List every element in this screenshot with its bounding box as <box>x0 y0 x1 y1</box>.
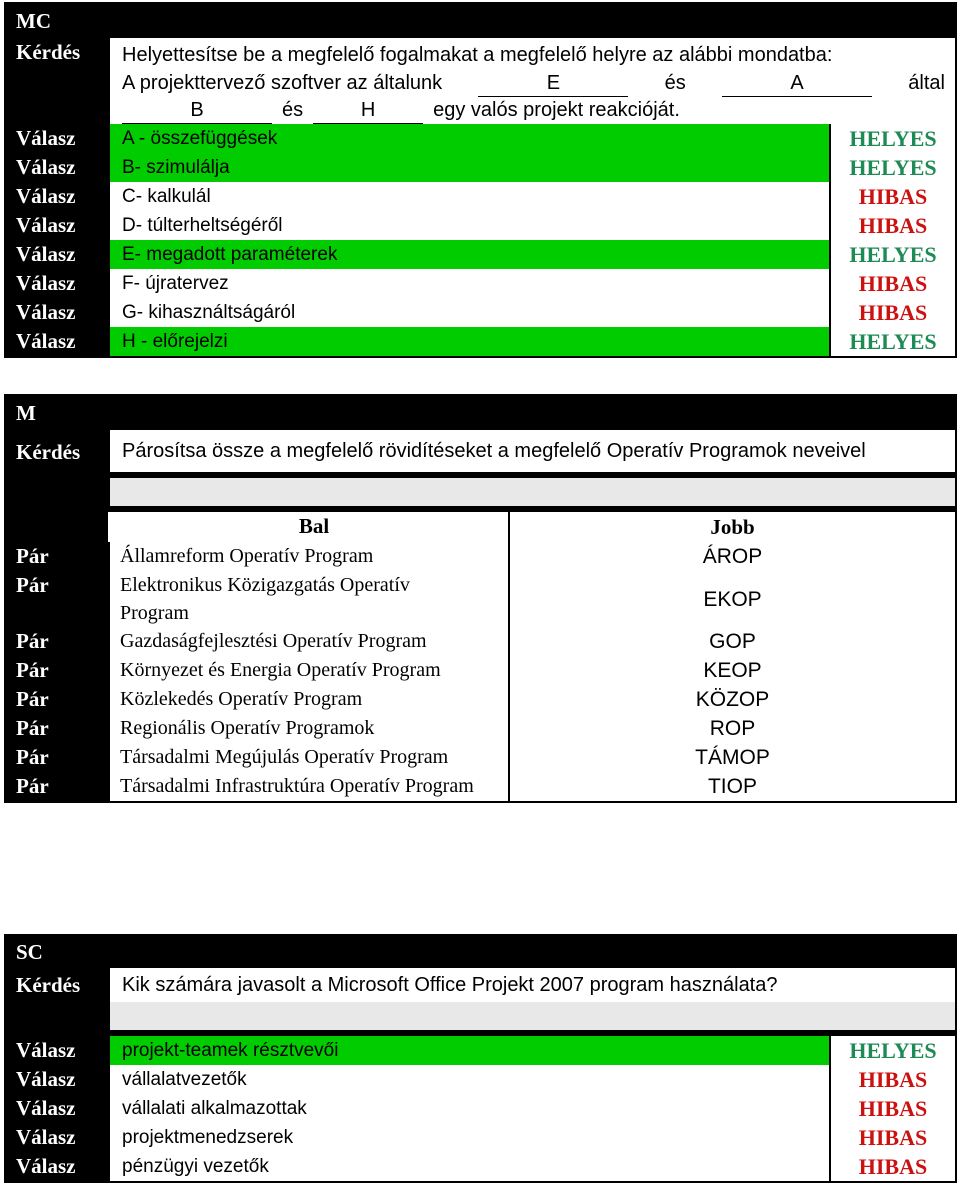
answer-text: G- kihasználtságáról <box>110 298 829 327</box>
answer-label: Válasz <box>16 1038 76 1062</box>
pair-right: KÖZOP <box>695 688 770 711</box>
pair-label: Pár <box>16 658 49 682</box>
blank-3: B <box>122 97 272 124</box>
pair-row[interactable] <box>6 542 955 571</box>
answer-label: Válasz <box>16 242 76 266</box>
answer-status: HELYES <box>831 124 955 153</box>
sc-answer-row[interactable] <box>6 1065 955 1094</box>
pair-left: Társadalmi Megújulás Operatív Program <box>110 743 510 772</box>
answer-label: Válasz <box>16 155 76 179</box>
answer-status: HIBAS <box>831 1152 955 1181</box>
answer-text: pénzügyi vezetők <box>110 1152 829 1181</box>
mc-type-label: MC <box>16 9 51 33</box>
answer-label: Válasz <box>16 184 76 208</box>
answer-label: Válasz <box>16 1067 76 1091</box>
answer-text: projektmenedzserek <box>110 1123 829 1152</box>
pair-label: Pár <box>16 544 49 568</box>
mc-answer-row[interactable] <box>6 240 955 269</box>
pair-right: TÁMOP <box>695 746 770 769</box>
m-block <box>4 394 957 803</box>
pair-label: Pár <box>16 716 49 740</box>
m-question-label: Kérdés <box>16 440 81 464</box>
pair-row[interactable] <box>6 685 955 714</box>
answer-label: Válasz <box>16 126 76 150</box>
answer-label: Válasz <box>16 1125 76 1149</box>
mc-answer-row[interactable] <box>6 327 955 356</box>
pair-row[interactable] <box>6 772 955 801</box>
mc-question: Helyettesítse be a megfelelő fogalmakat a megfelelő helyre az alábbi mondatba: <box>122 44 833 66</box>
mc-answer-row[interactable] <box>6 124 955 153</box>
pair-row[interactable] <box>6 656 955 685</box>
answer-text: C- kalkulál <box>110 182 829 211</box>
mc-sentence: A projekttervező szoftver az általunk E és A által B és H egy valós projekt reakcióját. <box>110 70 955 124</box>
answer-text: E- megadott paraméterek <box>110 240 829 269</box>
pair-left: Regionális Operatív Programok <box>110 714 510 743</box>
pair-label: Pár <box>16 573 49 597</box>
answer-text: H - előrejelzi <box>110 327 829 356</box>
sc-answer-row[interactable] <box>6 1036 955 1065</box>
sc-type-label: SC <box>16 940 43 964</box>
pair-right: ROP <box>709 717 756 740</box>
mc-answer-row[interactable] <box>6 211 955 240</box>
m-empty-row <box>110 478 955 506</box>
answer-status: HIBAS <box>831 182 955 211</box>
answer-status: HIBAS <box>831 298 955 327</box>
pair-row[interactable] <box>6 627 955 656</box>
pair-right: TIOP <box>707 775 757 798</box>
answer-status: HELYES <box>831 327 955 356</box>
pair-left: Elektronikus Közigazgatás Operatív Program <box>110 571 510 627</box>
left-header: Bal <box>110 512 510 542</box>
sc-answer-row[interactable] <box>6 1123 955 1152</box>
answer-text: projekt-teamek résztvevői <box>110 1036 829 1065</box>
pair-right: EKOP <box>703 587 762 611</box>
pair-right: GOP <box>709 630 756 653</box>
pair-label: Pár <box>16 745 49 769</box>
answer-text: F- újratervez <box>110 269 829 298</box>
blank-1: E <box>478 70 628 97</box>
answer-label: Válasz <box>16 1096 76 1120</box>
mc-answer-row[interactable] <box>6 298 955 327</box>
pair-right: KEOP <box>703 659 762 682</box>
pair-label: Pár <box>16 629 49 653</box>
answer-text: A - összefüggések <box>110 124 829 153</box>
answer-text: vállalatvezetők <box>110 1065 829 1094</box>
mc-answer-row[interactable] <box>6 182 955 211</box>
answer-status: HIBAS <box>831 1123 955 1152</box>
answer-status: HIBAS <box>831 1065 955 1094</box>
sc-answer-row[interactable] <box>6 1094 955 1123</box>
m-question: Párosítsa össze a megfelelő rövidítéseket a megfelelő Operatív Programok neveivel <box>122 440 866 462</box>
sc-block <box>4 934 957 1183</box>
pair-left: Közlekedés Operatív Program <box>110 685 510 714</box>
pair-right: ÁROP <box>702 545 763 568</box>
answer-status: HIBAS <box>831 269 955 298</box>
sc-question: Kik számára javasolt a Microsoft Office Projekt 2007 program használata? <box>122 974 778 996</box>
pair-row[interactable] <box>6 714 955 743</box>
mc-answer-row[interactable] <box>6 269 955 298</box>
answer-label: Válasz <box>16 213 76 237</box>
pair-label: Pár <box>16 687 49 711</box>
m-type-label: M <box>16 401 36 425</box>
sc-answer-row[interactable] <box>6 1152 955 1181</box>
answer-status: HIBAS <box>831 1094 955 1123</box>
answer-label: Válasz <box>16 1154 76 1178</box>
answer-label: Válasz <box>16 271 76 295</box>
answer-text: vállalati alkalmazottak <box>110 1094 829 1123</box>
mc-question-label: Kérdés <box>16 40 81 64</box>
answer-label: Válasz <box>16 329 76 353</box>
pair-left: Társadalmi Infrastruktúra Operatív Program <box>110 772 510 801</box>
answer-text: B- szimulálja <box>110 153 829 182</box>
answer-status: HIBAS <box>831 211 955 240</box>
pair-left: Gazdaságfejlesztési Operatív Program <box>110 627 510 656</box>
answer-text: D- túlterheltségéről <box>110 211 829 240</box>
pair-left: Államreform Operatív Program <box>110 542 510 571</box>
answer-status: HELYES <box>831 153 955 182</box>
pair-left: Környezet és Energia Operatív Program <box>110 656 510 685</box>
sc-question-label: Kérdés <box>16 973 81 997</box>
answer-label: Válasz <box>16 300 76 324</box>
answer-status: HELYES <box>831 240 955 269</box>
pair-row[interactable] <box>6 743 955 772</box>
answer-status: HELYES <box>831 1036 955 1065</box>
sc-empty-row <box>110 1002 955 1030</box>
pair-row[interactable] <box>6 571 955 627</box>
mc-block <box>4 2 957 358</box>
right-header: Jobb <box>710 515 755 539</box>
blank-4: H <box>313 97 423 124</box>
blank-2: A <box>722 70 872 97</box>
pair-label: Pár <box>16 774 49 798</box>
mc-answer-row[interactable] <box>6 153 955 182</box>
